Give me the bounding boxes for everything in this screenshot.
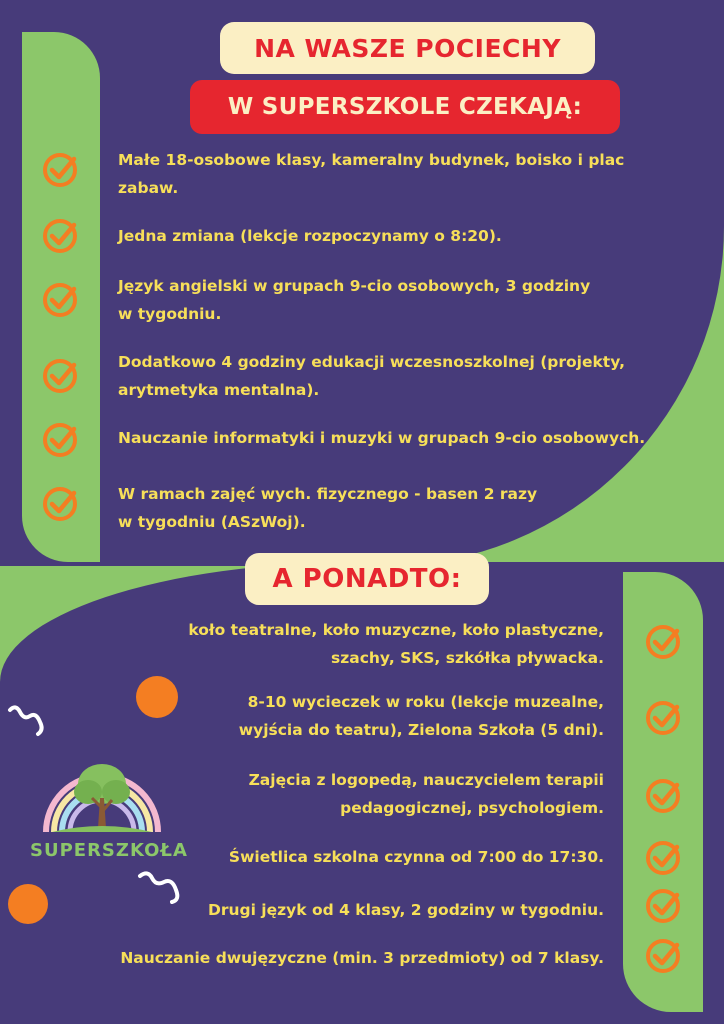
check-circle-icon (643, 936, 683, 976)
squiggle-icon (136, 866, 184, 908)
section-title: A PONADTO: (245, 553, 489, 605)
check-circle-icon (643, 838, 683, 878)
title-line-2: W SUPERSZKOLE CZEKAJĄ: (190, 80, 620, 134)
list-item: Świetlica szkolna czynna od 7:00 do 17:30. (228, 848, 604, 866)
list-item: W ramach zajęć wych. fizycznego - basen 2 razy w tygodniu (ASzWoj). (118, 485, 538, 531)
list-item: Nauczanie informatyki i muzyki w grupach 9-cio osobowych. (118, 429, 646, 447)
list-item: Nauczanie dwujęzyczne (min. 3 przedmioty) od 7 klasy. (120, 949, 604, 967)
check-circle-icon (643, 622, 683, 662)
check-circle-icon (643, 776, 683, 816)
check-circle-icon (40, 356, 80, 396)
check-circle-icon (643, 886, 683, 926)
title-line-1: NA WASZE POCIECHY (220, 22, 595, 74)
list-item: Dodatkowo 4 godziny edukacji wczesnoszkolnej (projekty, arytmetyka mentalna). (118, 353, 626, 399)
check-circle-icon (40, 420, 80, 460)
check-circle-icon (40, 150, 80, 190)
list-item: 8-10 wycieczek w roku (lekcje muzealne, wyjścia do teatru), Zielona Szkoła (5 dni). (238, 693, 604, 739)
list-item: Małe 18-osobowe klasy, kameralny budynek, boisko i plac zabaw. (118, 151, 625, 197)
list-item: Drugi język od 4 klasy, 2 godziny w tygodniu. (207, 901, 604, 919)
check-circle-icon (40, 484, 80, 524)
list-item: Zajęcia z logopedą, nauczycielem terapii pedagogicznej, psychologiem. (248, 771, 604, 817)
list-item: Język angielski w grupach 9-cio osobowych, 3 godziny w tygodniu. (118, 277, 591, 323)
orange-dot (8, 884, 48, 924)
list-item: Jedna zmiana (lekcje rozpoczynamy o 8:20). (118, 227, 502, 245)
orange-dot (136, 676, 178, 718)
check-circle-icon (40, 280, 80, 320)
list-item: koło teatralne, koło muzyczne, koło plastyczne, szachy, SKS, szkółka pływacka. (188, 621, 604, 667)
logo-text: SUPERSZKOŁA (30, 840, 188, 861)
check-circle-icon (40, 216, 80, 256)
check-circle-icon (643, 698, 683, 738)
